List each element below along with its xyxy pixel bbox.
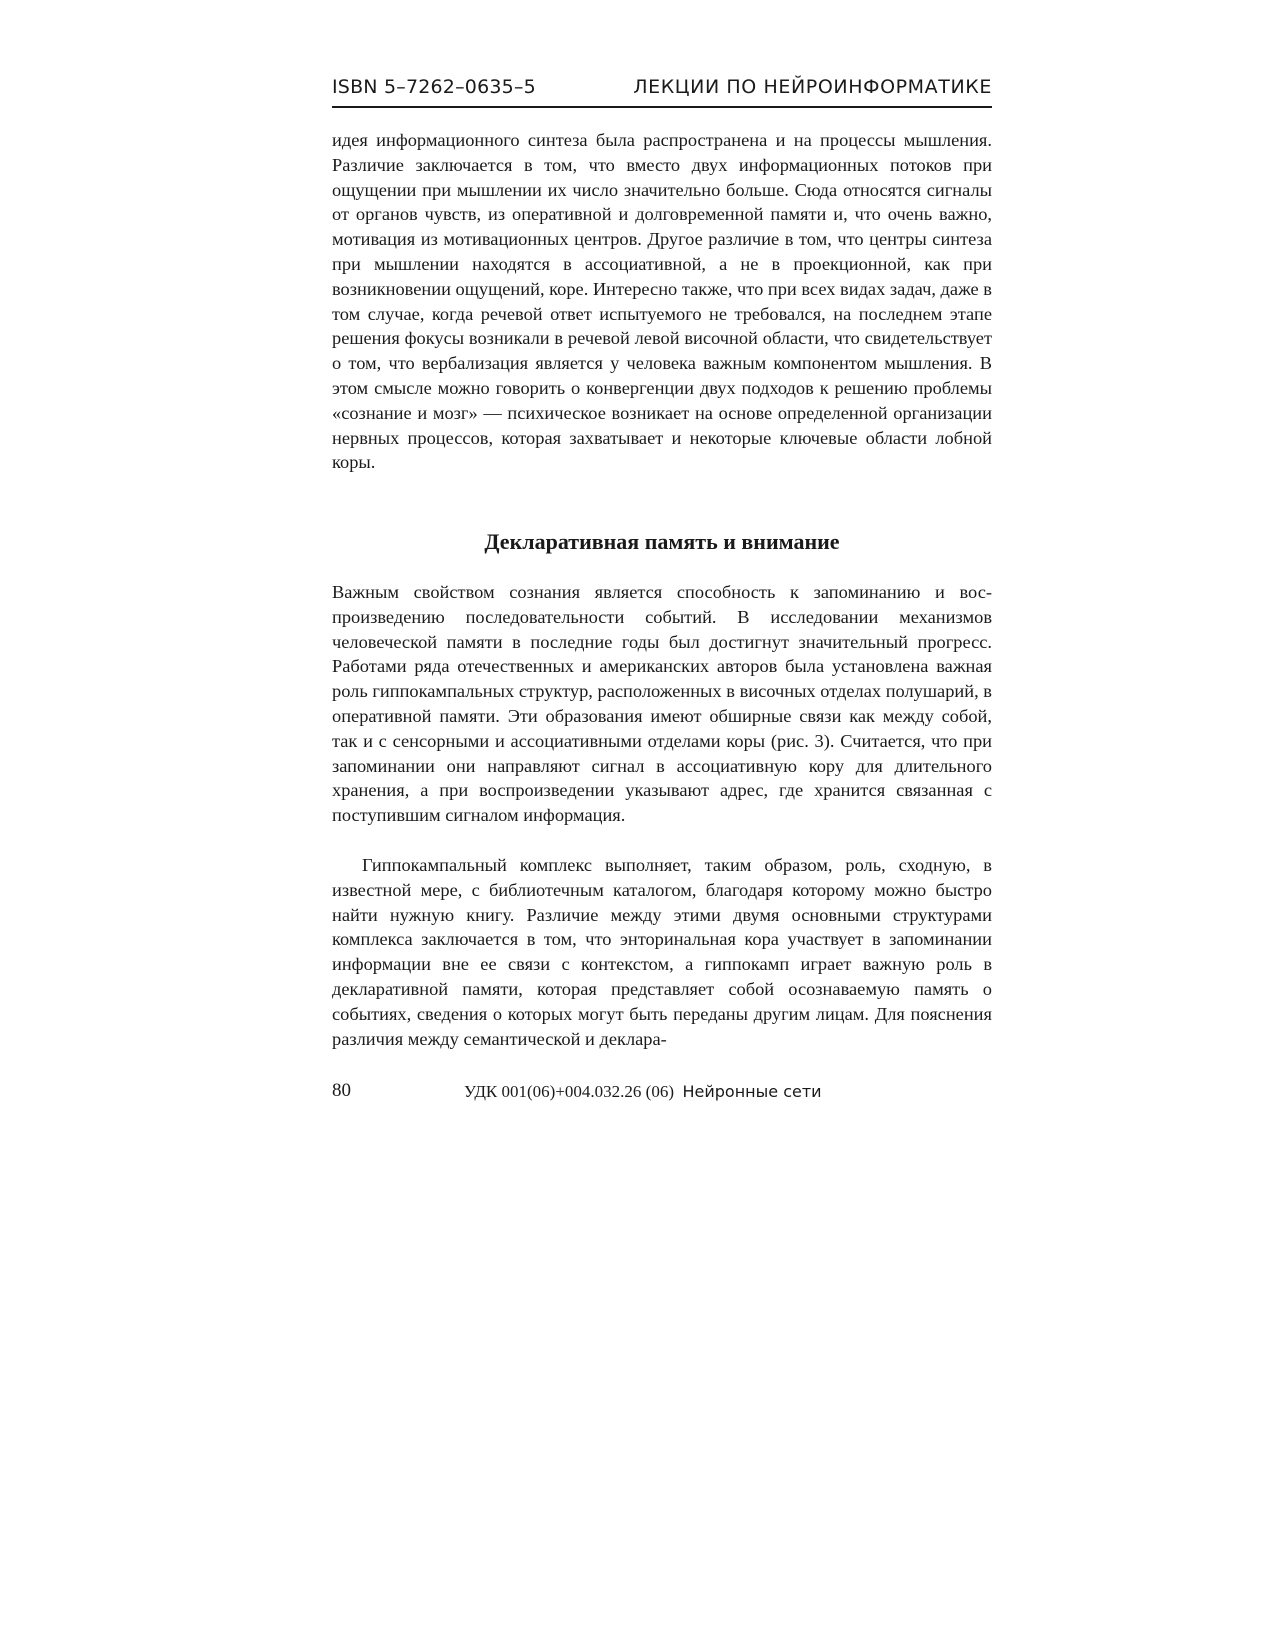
section-heading: Декларативная память и внимание bbox=[484, 529, 840, 554]
paragraph-continued: идея информационного синтеза была распространена и на процессы мышления. Различие заключается в том, что вместо двух информационных потоков при ощущении при мышлении их число значительно больше. Сюда относятся сигналы от органов чувств, из оперативной и долговременной памяти и, что очень важно, мотивация из мотивационных центров. Другое различие в том, что центры синтеза при мышлении находятся в ассоциативной, а не в проекционной, как при возникновении ощущений, коре. Интересно также, что при всех видах задач, даже в том случае, когда речевой ответ испытуемого не требовался, на последнем этапе решения фокусы возникали в речевой левой височной области, что свидетельствует о том, что вербализация является у человека важным компонентом мышления. В этом смысле можно говорить о конвергенции двух подходов к решению проблемы «сознание и мозг» — психическое возникает на основе определенной организации нервных процессов, которая захватывает и некоторые ключевые области лобной коры. bbox=[332, 130, 992, 473]
udk-classification bbox=[464, 1082, 822, 1102]
book-title: ЛЕКЦИИ ПО НЕЙРОИНФОРМАТИКЕ bbox=[633, 76, 992, 98]
udk-code: УДК 001(06)+004.032.26 (06) bbox=[464, 1082, 674, 1101]
udk-label: Нейронные сети bbox=[682, 1082, 822, 1101]
isbn-number: ISBN 5–7262–0635–5 bbox=[332, 76, 536, 98]
page-footer bbox=[332, 1080, 992, 1108]
section-paragraph: Гиппокампальный комплекс выполняет, таким образом, роль, сходную, в известной мере, с библиотечным каталогом, благодаря которому можно быстро найти нужную книгу. Различие между этими двумя основными структурами комплекса заключается в том, что энторинальная кора участвует в запоминании информации вне ее связи с контекстом, а гиппокамп играет важную роль в декларативной памяти, которая представляет собой осознаваемую память о событиях, сведения о которых могут быть переданы другим лицам. Для пояснения различия между семантической и деклара- bbox=[332, 855, 992, 1049]
page-number: 80 bbox=[332, 1080, 351, 1101]
running-header bbox=[332, 74, 992, 108]
section-paragraph: Важным свойством сознания является способность к запоминанию и воспроизведению последовательности событий. В исследовании механизмов человеческой памяти в последние годы был достигнут значительный прогресс. Работами ряда отечественных и американских авторов была установлена важная роль гиппокампальных структур, расположенных в височных отделах полушарий, в оперативной памяти. Эти образования имеют обширные связи как между собой, так и с сенсорными и ассоциативными отделами коры (рис. 3). Считается, что при запоминании они направляют сигнал в ассоциативную кору для длительного хранения, а при воспроизведении указывают адрес, где хранится связанная с поступившим сигналом информация. bbox=[332, 582, 992, 826]
